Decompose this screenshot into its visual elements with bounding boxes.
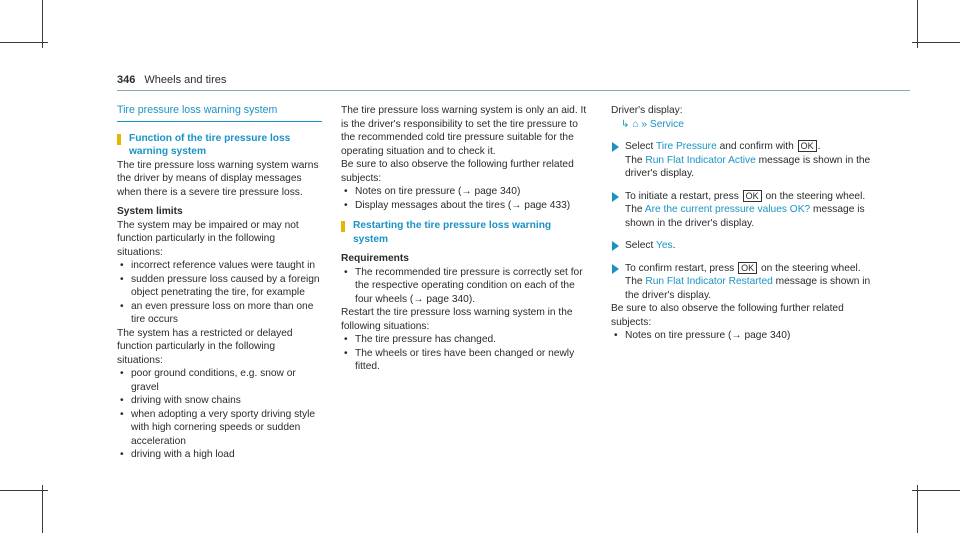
list-item: • driving with snow chains (117, 394, 322, 408)
step-text: message is shown in the driver's display. (625, 204, 865, 229)
list-item: • Notes on tire pressure (→ page 340) (611, 329, 876, 343)
list-item: • poor ground conditions, e.g. snow or gravel (117, 367, 322, 394)
menu-item-tire-pressure: Tire Pressure (655, 141, 717, 152)
ok-key-icon: OK (798, 140, 817, 152)
step-text: . (672, 240, 676, 251)
crop-mark (917, 485, 918, 533)
menu-path (611, 118, 876, 132)
home-icon: ⌂ (632, 118, 639, 130)
list-item: • when adopting a very sporty driving style with high cornering speeds or sudden acceleration (117, 408, 322, 449)
step-text: Select (625, 141, 654, 152)
step-initiate-restart (611, 190, 876, 231)
paragraph: Restart the tire pressure loss warning system in the following situations: (341, 307, 573, 332)
section-title: Wheels and tires (144, 74, 227, 86)
ok-key-icon: OK (738, 262, 757, 274)
step-text: Select (625, 240, 654, 251)
step-text: To confirm restart, press (625, 262, 735, 274)
list-item: • The tire pressure has changed. (341, 333, 589, 347)
paragraph: The tire pressure loss warning system is only an aid. It is the driver's responsibility to set the tire pressure to the recommended cold tire pressure suitable for the operating situation and to check it. (341, 105, 587, 157)
message-pressure-values-ok: Are the current pressure values OK? (644, 204, 811, 215)
step-text: To initiate a restart, press (625, 190, 739, 202)
paragraph: The tire pressure loss warning system warns the driver by means of display messages when there is a severe tire pressure loss. (117, 159, 319, 198)
step-confirm-restart (611, 262, 876, 303)
requirements-heading: Requirements (341, 253, 409, 264)
step-text: The (625, 276, 643, 287)
crop-mark (42, 485, 43, 533)
paragraph: The system may be impaired or may not function particularly in the following situations: (117, 219, 299, 258)
bullet-list (341, 185, 589, 212)
bullet-list (341, 266, 589, 307)
step-text: and confirm with (719, 141, 794, 152)
column-1 (117, 104, 322, 462)
list-item: • Display messages about the tires (→ page 433) (341, 199, 589, 213)
message-run-flat-active: Run Flat Indicator Active (645, 154, 756, 166)
column-2 (341, 104, 589, 374)
crop-mark (912, 42, 960, 43)
list-item: • incorrect reference values were taught in (117, 259, 322, 273)
message-run-flat-restarted: Run Flat Indicator Restarted (645, 276, 773, 287)
step-text: on the steering wheel. (760, 262, 861, 274)
bullet-list (117, 259, 322, 327)
display-label: Driver's display: (611, 105, 683, 116)
crop-mark (912, 490, 960, 491)
subheading-restarting: Restarting the tire pressure loss warning system (341, 219, 589, 246)
step-text: message is shown in the driver's display. (625, 154, 871, 179)
bullet-list (611, 329, 876, 343)
step-text: on the steering wheel. (765, 190, 866, 202)
paragraph: The system has a restricted or delayed function particularly in the following situations: (117, 327, 293, 366)
column-3 (611, 104, 876, 343)
system-limits-heading: System limits (117, 206, 183, 217)
paragraph: Be sure to also observe the following further related subjects: (611, 303, 844, 328)
crop-mark (0, 42, 48, 43)
ok-key-icon: OK (743, 190, 762, 202)
bullet-list (117, 367, 322, 462)
list-item: • driving with a high load (117, 448, 322, 462)
step-select-tire-pressure (611, 140, 876, 181)
list-item: • The wheels or tires have been changed or newly fitted. (341, 347, 589, 374)
step-select-yes (611, 239, 876, 253)
step-text: The (625, 204, 643, 215)
subheading-function: Function of the tire pressure loss warning system (117, 132, 322, 159)
paragraph: Be sure to also observe the following further related subjects: (341, 159, 574, 184)
section-heading: Tire pressure loss warning system (117, 104, 322, 122)
list-item: • Notes on tire pressure (→ page 340) (341, 185, 589, 199)
list-item: • an even pressure loss on more than one tire occurs (117, 300, 322, 327)
header-rule (117, 90, 910, 91)
list-item: • sudden pressure loss caused by a foreign object penetrating the tire, for example (117, 273, 322, 300)
step-text: message is shown in the driver's display. (625, 276, 871, 301)
return-arrow-icon: ↳ (621, 118, 630, 130)
bullet-list (341, 333, 589, 374)
crop-mark (917, 0, 918, 48)
step-text: The (625, 154, 643, 166)
page-number: 346 (117, 74, 136, 86)
page-header (117, 74, 226, 86)
menu-item-yes: Yes (655, 240, 673, 251)
crop-mark (42, 0, 43, 48)
path-item-service: Service (649, 118, 684, 130)
crop-mark (0, 490, 48, 491)
step-text: . (817, 141, 821, 152)
list-item: • The recommended tire pressure is correctly set for the respective operating condition on each of the four wheels (→ page 340). (341, 266, 589, 307)
chevron-right-icon: » (641, 118, 648, 130)
